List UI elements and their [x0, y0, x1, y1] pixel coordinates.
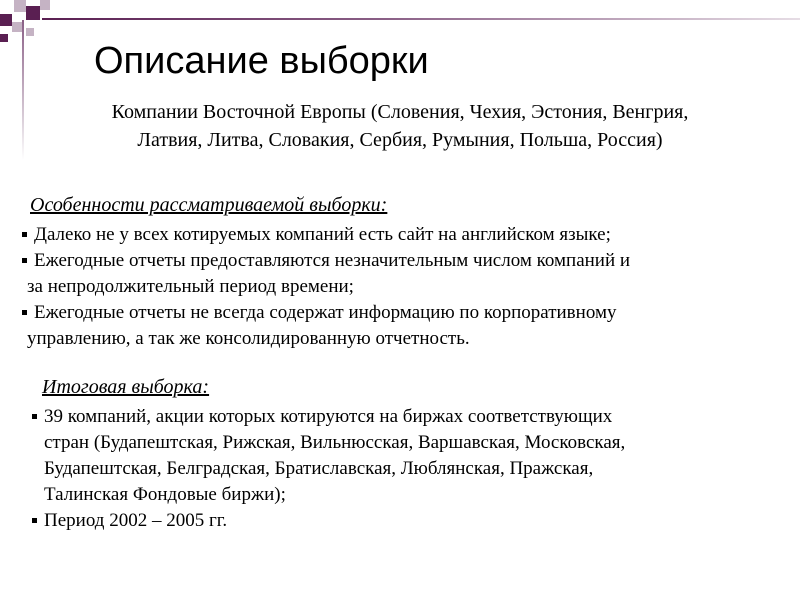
final-list: [32, 404, 792, 534]
list-item: [22, 248, 782, 300]
list-item: [22, 222, 782, 248]
list-item-text: Талинская Фондовые биржи);: [44, 484, 286, 505]
intro-line: Латвия, Литва, Словакия, Сербия, Румыния, Польша, Россия): [137, 129, 663, 151]
intro-text: [20, 98, 780, 154]
list-item-text: за непродолжительный период времени;: [27, 276, 354, 297]
bullet-icon: [22, 258, 27, 263]
list-item: [32, 404, 792, 508]
list-item-text: управлению, а так же консолидированную отчетность.: [27, 328, 470, 349]
list-item-text: Далеко не у всех котируемых компаний есть сайт на английском языке;: [34, 224, 611, 245]
deco-square: [0, 14, 12, 26]
list-item-text: Ежегодные отчеты не всегда содержат информацию по корпоративному: [34, 302, 617, 323]
header-rule: [42, 18, 800, 20]
list-item: [22, 300, 782, 352]
bullet-icon: [22, 232, 27, 237]
list-item-text: Ежегодные отчеты предоставляются незначительным числом компаний и: [34, 250, 631, 271]
slide-title: Описание выборки: [94, 40, 429, 82]
list-item-text: Период 2002 – 2005 гг.: [44, 510, 228, 531]
deco-square: [26, 28, 34, 36]
deco-square: [14, 0, 26, 12]
deco-square: [12, 22, 22, 32]
bullet-icon: [32, 414, 37, 419]
intro-line: Компании Восточной Европы (Словения, Чехия, Эстония, Венгрия,: [111, 101, 689, 123]
final-heading: Итоговая выборка:: [42, 376, 210, 398]
bullet-icon: [32, 518, 37, 523]
list-item: [32, 508, 792, 534]
bullet-icon: [22, 310, 27, 315]
deco-square: [40, 0, 50, 10]
list-item-text: Будапештская, Белградская, Братиславская, Люблянская, Пражская,: [44, 458, 594, 479]
list-item-text: 39 компаний, акции которых котируются на биржах соответствующих: [44, 406, 613, 427]
list-item-text: стран (Будапештская, Рижская, Вильнюсская, Варшавская, Московская,: [44, 432, 626, 453]
deco-square: [26, 6, 40, 20]
features-list: [22, 222, 782, 352]
deco-square: [0, 34, 8, 42]
features-heading: Особенности рассматриваемой выборки:: [30, 194, 388, 216]
